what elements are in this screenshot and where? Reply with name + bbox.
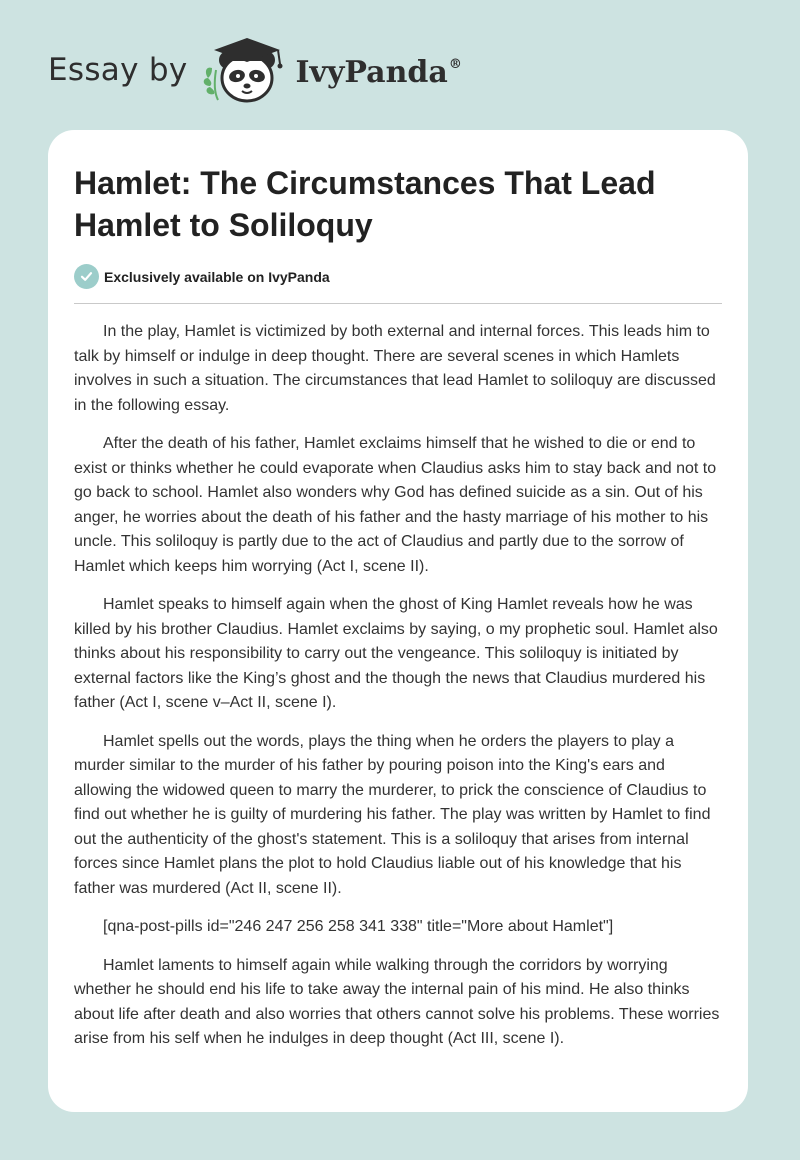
essay-body: [74, 320, 724, 1066]
paragraph: In the play, Hamlet is victimized by both external and internal forces. This leads him to talk by himself or indulge in deep thought. There are several scenes in which Hamlets involves in such a situation. The circumstances that lead Hamlet to soliloquy are discussed in the following essay.: [74, 323, 716, 414]
site-header: [48, 30, 462, 110]
paragraph: After the death of his father, Hamlet exclaims himself that he wished to die or end to exist or thinks whether he could evaporate when Claudius asks him to stay back and not to go back to school. Hamlet also wonders why God has defined suicide as a sin. Out of his anger, he worries about the death of his father and the hasty marriage of his mother to his uncle. This soliloquy is partly due to the act of Claudius and partly due to the sorrow of Hamlet which keeps him worrying (Act I, scene II).: [74, 435, 717, 575]
essay-card: [48, 130, 748, 1112]
exclusive-badge-label: Exclusively available on IvyPanda: [104, 268, 330, 285]
paragraph: Hamlet laments to himself again while walking through the corridors by worrying whether he should end his life to take away the internal pain of his mind. He also thinks about life after death and also worries that others cannot solve his problems. These worries arise from his self when he indulges in deep thought (Act III, scene I).: [74, 956, 720, 1047]
shortcode-paragraph: [qna-post-pills id="246 247 256 258 341 338" title="More about Hamlet"]: [103, 918, 614, 935]
paragraph: Hamlet speaks to himself again when the ghost of King Hamlet reveals how he was killed by his brother Claudius. Hamlet exclaims by saying, o my prophetic soul. Hamlet also thinks about his responsibility to carry out the vengeance. This soliloquy is initiated by external factors like the King’s ghost and the though the news that Claudius murdered his father (Act I, scene v–Act II, scene I).: [74, 596, 718, 711]
panda-mascot-icon: [200, 30, 294, 110]
divider: [74, 303, 722, 304]
essay-by-label: Essay by: [48, 52, 188, 88]
trademark-symbol: ®: [448, 56, 462, 72]
exclusive-badge: [74, 264, 330, 289]
check-icon: [74, 264, 99, 289]
page-title: Hamlet: The Circumstances That Lead Hamlet to Soliloquy: [74, 165, 656, 243]
paragraph: Hamlet spells out the words, plays the thing when he orders the players to play a murder similar to the murder of his father by pouring poison into the King's ears and allowing the widowed queen to marry the murderer, to prick the conscience of Claudius to find out whether he is guilty of murdering his father. The play was written by Hamlet to find out the authenticity of the ghost's statement. This is a soliloquy that arises from internal forces since Hamlet plans the plot to hold Claudius liable out of his knowledge that his father was murdered (Act II, scene II).: [74, 732, 711, 897]
brand-name: [296, 55, 462, 90]
brand-label: IvyPanda: [295, 54, 448, 90]
